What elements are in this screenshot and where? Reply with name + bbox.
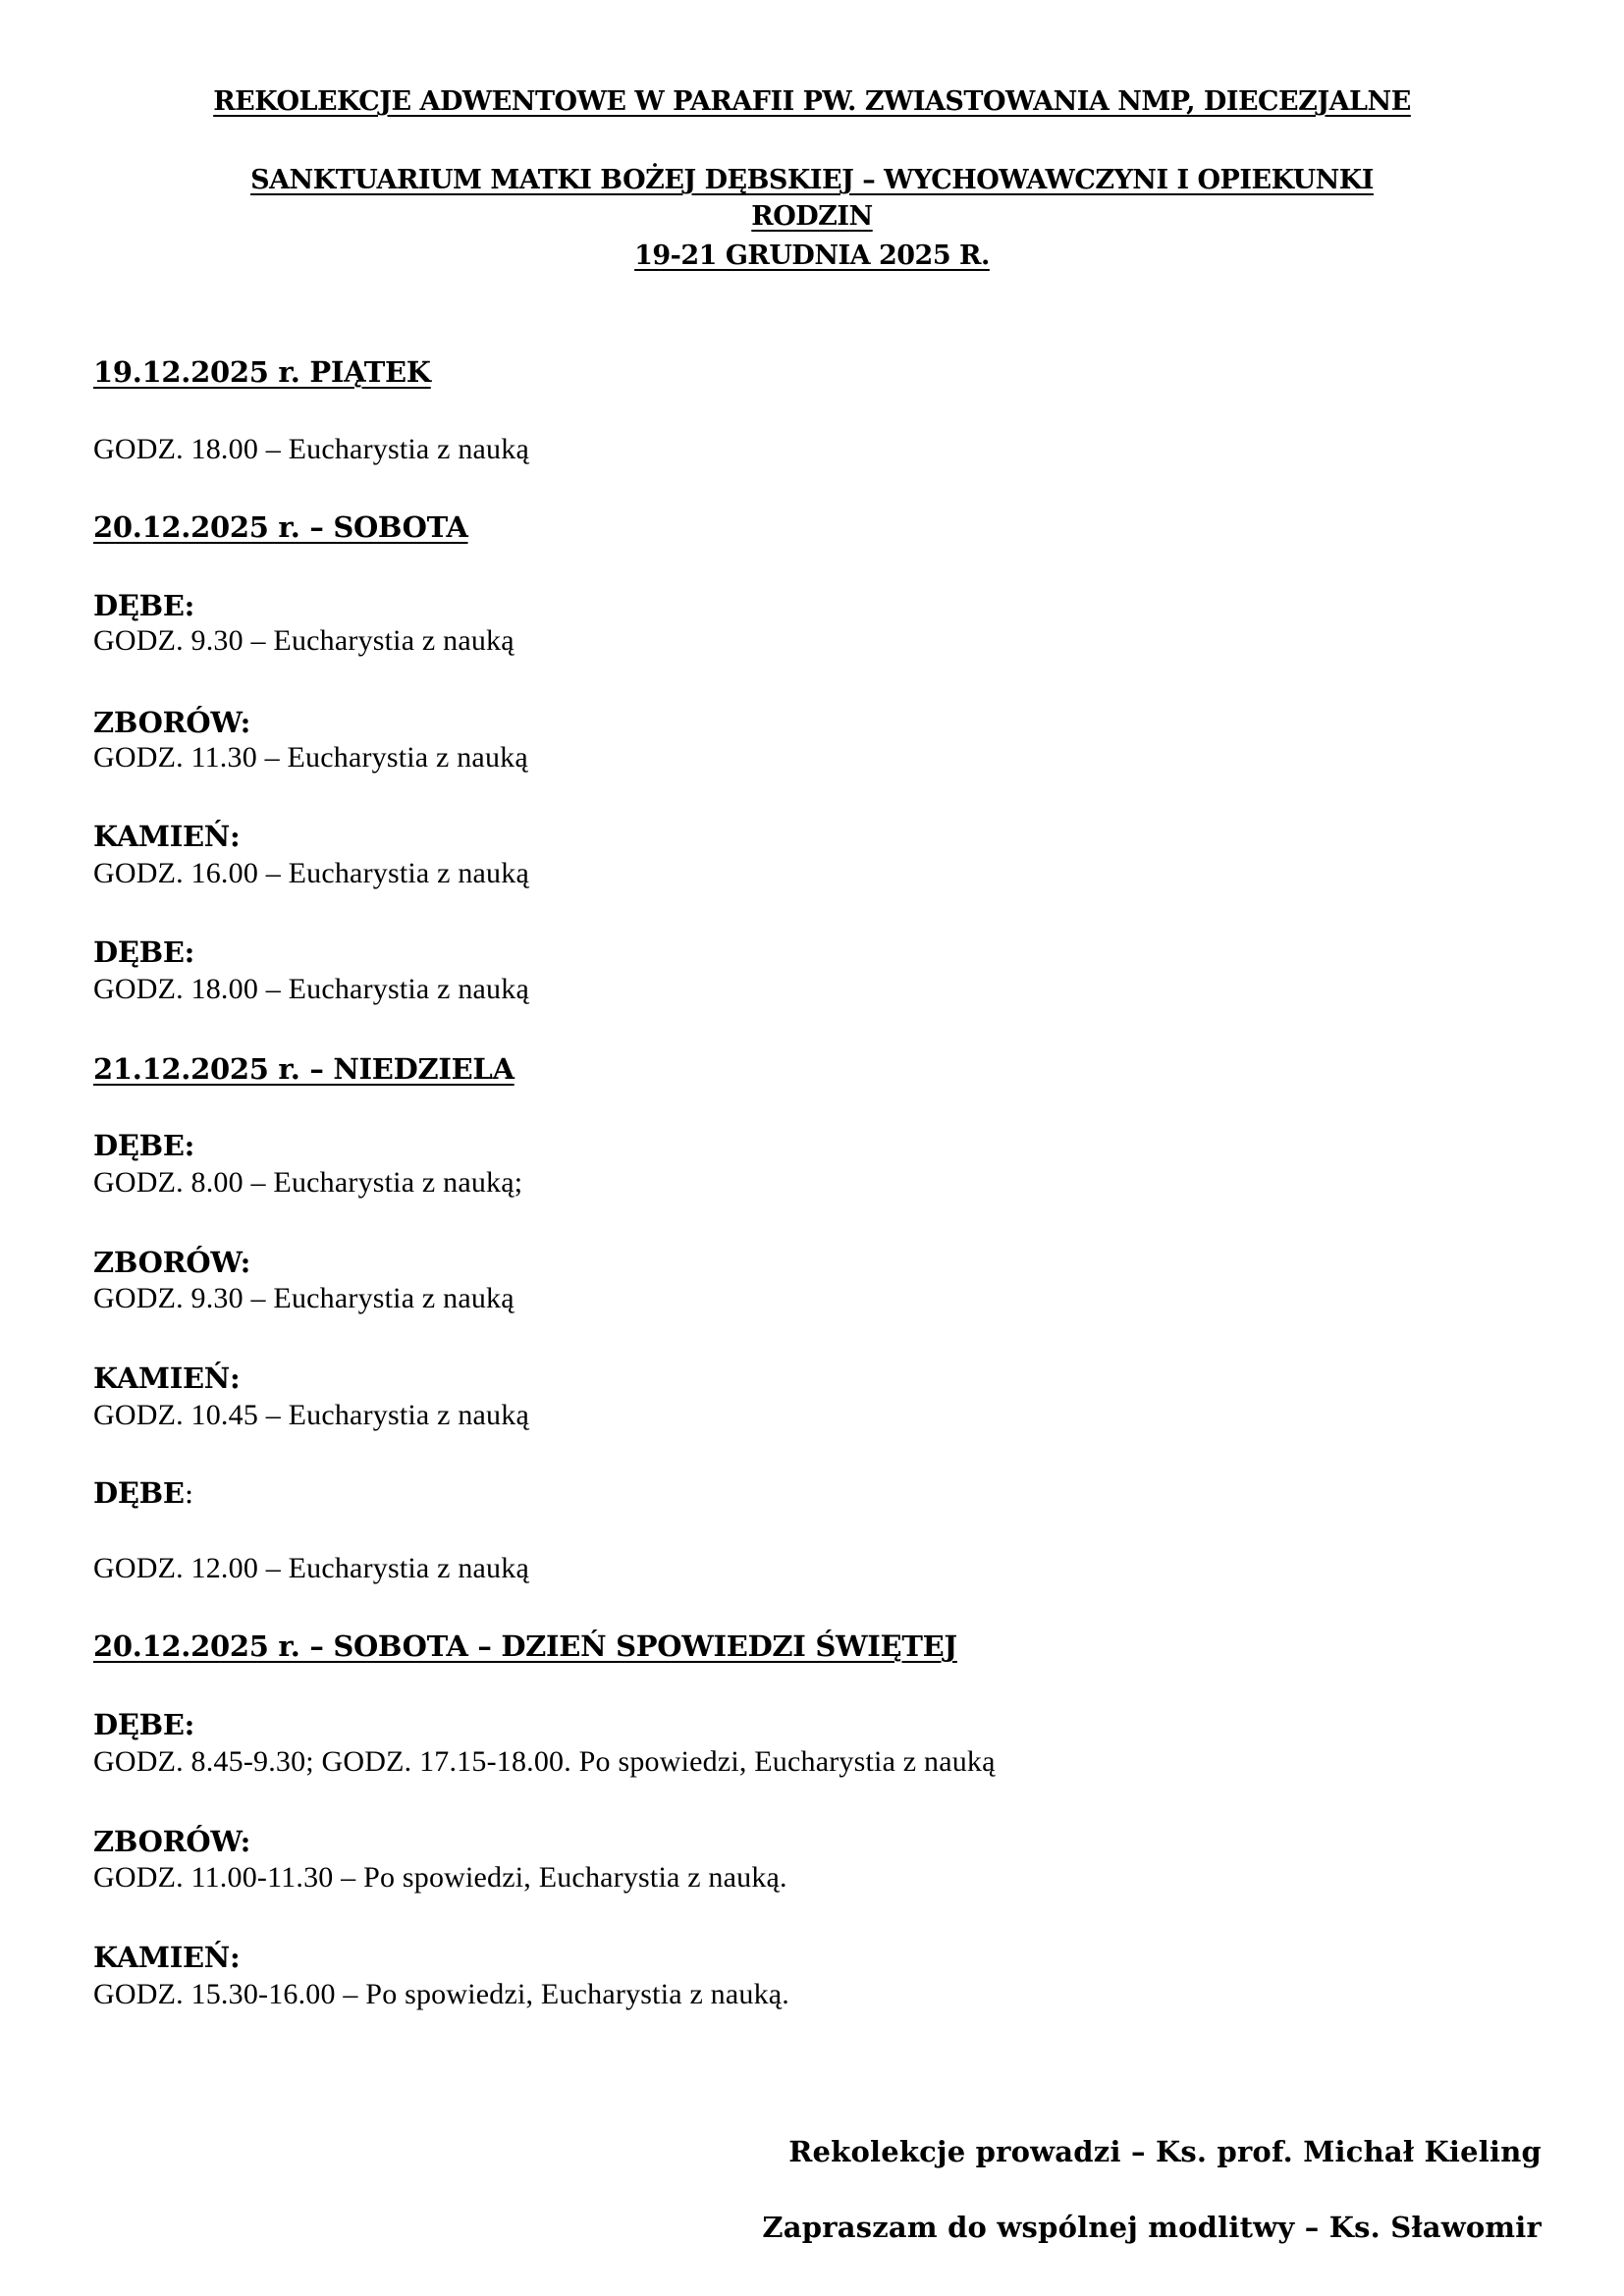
- document-subtitle-continued: RODZIN: [751, 201, 873, 232]
- schedule-line: GODZ. 8.45-9.30; GODZ. 17.15-18.00. Po spowiedzi, Eucharystia z nauką: [93, 1745, 996, 1778]
- schedule-line: GODZ. 18.00 – Eucharystia z nauką: [93, 973, 529, 1005]
- schedule-line: GODZ. 11.00-11.30 – Po spowiedzi, Eucharystia z nauką.: [93, 1861, 787, 1894]
- day-heading: 20.12.2025 r. – SOBOTA – DZIEŃ SPOWIEDZI ŚWIĘTEJ: [93, 1629, 957, 1663]
- schedule-line: GODZ. 9.30 – Eucharystia z nauką: [93, 624, 514, 657]
- schedule-line: GODZ. 16.00 – Eucharystia z nauką: [93, 857, 529, 889]
- location-label: ZBORÓW:: [93, 1825, 251, 1858]
- location-label: DĘBE:: [93, 935, 195, 969]
- location-label: ZBORÓW:: [93, 1246, 251, 1279]
- location-label: DĘBE:: [93, 1129, 195, 1162]
- location-label: KAMIEŃ:: [93, 1362, 241, 1395]
- schedule-line: GODZ. 18.00 – Eucharystia z nauką: [93, 433, 529, 465]
- location-colon: :: [184, 1476, 194, 1510]
- location-label: ZBORÓW:: [93, 706, 251, 739]
- schedule-line: GODZ. 9.30 – Eucharystia z nauką: [93, 1282, 514, 1314]
- location-label: DĘBE:: [93, 1708, 195, 1741]
- document-title: REKOLEKCJE ADWENTOWE W PARAFII PW. ZWIASTOWANIA NMP, DIECEZJALNE: [213, 86, 1411, 117]
- schedule-line: GODZ. 8.00 – Eucharystia z nauką;: [93, 1166, 523, 1199]
- schedule-line: GODZ. 12.00 – Eucharystia z nauką: [93, 1552, 529, 1584]
- document-dates: 19-21 GRUDNIA 2025 R.: [634, 240, 990, 271]
- schedule-line: GODZ. 15.30-16.00 – Po spowiedzi, Eucharystia z nauką.: [93, 1978, 789, 2010]
- invitation-signature: Zapraszam do wspólnej modlitwy – Ks. Sławomir: [762, 2211, 1542, 2244]
- location-label: KAMIEŃ:: [93, 820, 241, 853]
- day-heading: 20.12.2025 r. – SOBOTA: [93, 510, 468, 544]
- location-name: DĘBE: [93, 1476, 185, 1510]
- day-heading: 19.12.2025 r. PIĄTEK: [93, 355, 431, 389]
- location-label: DĘBE:: [93, 589, 195, 622]
- schedule-line: GODZ. 11.30 – Eucharystia z nauką: [93, 741, 528, 774]
- schedule-line: GODZ. 10.45 – Eucharystia z nauką: [93, 1399, 529, 1431]
- day-heading: 21.12.2025 r. – NIEDZIELA: [93, 1052, 514, 1086]
- retreat-leader: Rekolekcje prowadzi – Ks. prof. Michał Kieling: [788, 2135, 1542, 2168]
- location-label: [93, 1476, 193, 1510]
- document-subtitle: SANKTUARIUM MATKI BOŻEJ DĘBSKIEJ – WYCHOWAWCZYNI I OPIEKUNKI: [250, 165, 1374, 195]
- location-label: KAMIEŃ:: [93, 1941, 241, 1974]
